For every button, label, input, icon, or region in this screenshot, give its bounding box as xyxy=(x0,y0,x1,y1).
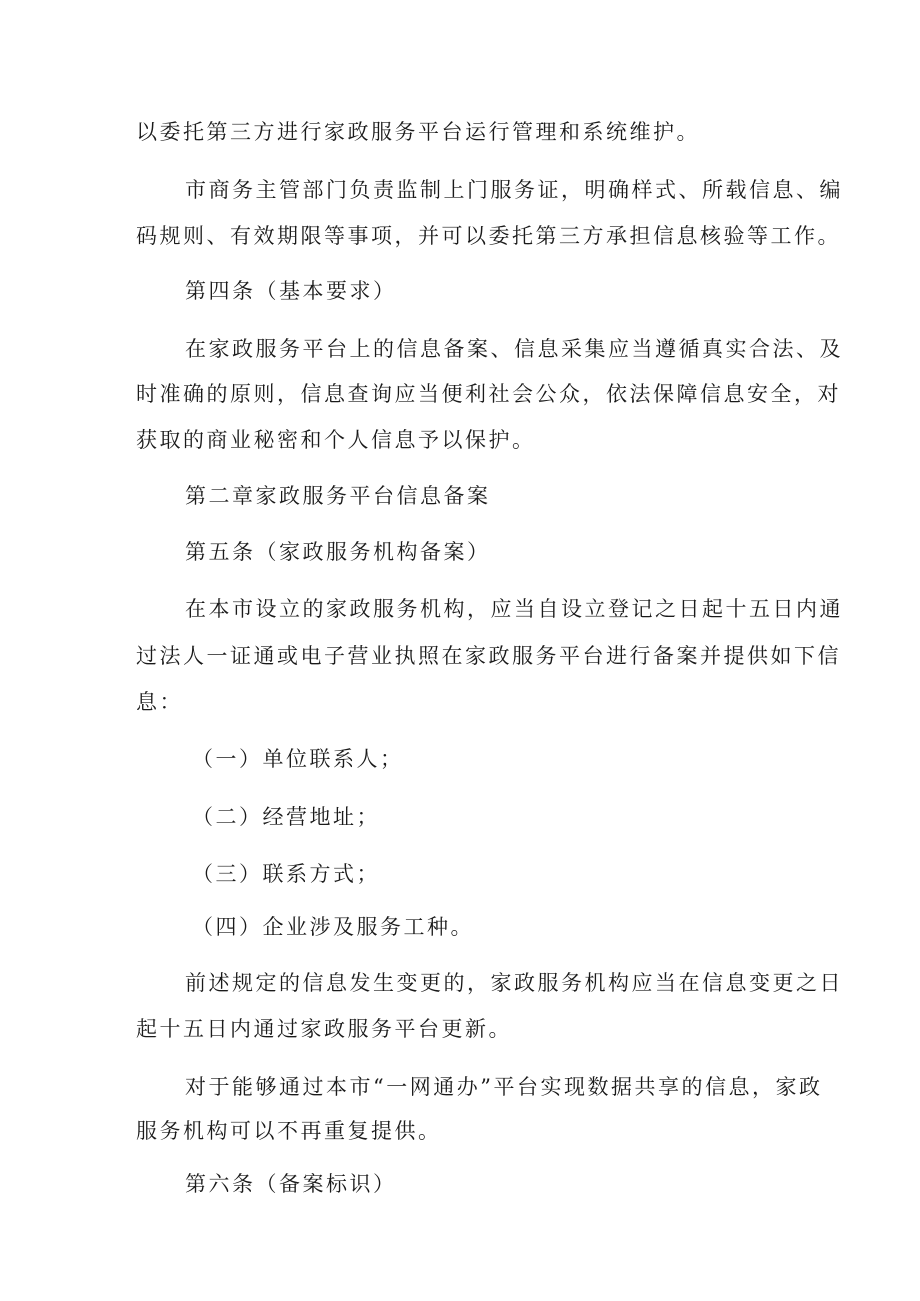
paragraph-line: 码规则、有效期限等事项，并可以委托第三方承担信息核验等工作。 xyxy=(136,224,841,248)
paragraph-line: 过法人一证通或电子营业执照在家政服务平台进行备案并提供如下信 xyxy=(136,644,841,668)
paragraph-line: 时准确的原则，信息查询应当便利社会公众，依法保障信息安全，对 xyxy=(136,382,841,406)
article-heading: 第五条（家政服务机构备案） xyxy=(185,540,491,564)
list-item: （四）企业涉及服务工种。 xyxy=(192,915,474,939)
list-item: （二）经营地址； xyxy=(192,805,380,829)
paragraph-line: 服务机构可以不再重复提供。 xyxy=(136,1119,442,1143)
article-heading: 第六条（备案标识） xyxy=(185,1172,397,1196)
paragraph-line: 起十五日内通过家政服务平台更新。 xyxy=(136,1017,512,1041)
list-item: （三）联系方式； xyxy=(192,862,380,886)
paragraph-line: 在本市设立的家政服务机构，应当自设立登记之日起十五日内通 xyxy=(185,597,843,621)
chapter-heading: 第二章家政服务平台信息备案 xyxy=(185,484,491,508)
paragraph-line: 息： xyxy=(136,690,183,714)
paragraph-line: 市商务主管部门负责监制上门服务证，明确样式、所载信息、编 xyxy=(185,178,843,202)
paragraph-line: 以委托第三方进行家政服务平台运行管理和系统维护。 xyxy=(136,120,700,144)
paragraph-line: 获取的商业秘密和个人信息予以保护。 xyxy=(136,428,536,452)
paragraph-line: 在家政服务平台上的信息备案、信息采集应当遵循真实合法、及 xyxy=(185,337,843,361)
list-item: （一）单位联系人； xyxy=(192,747,404,771)
paragraph-line: 前述规定的信息发生变更的，家政服务机构应当在信息变更之日 xyxy=(185,971,843,995)
paragraph-line: 对于能够通过本市“一网通办”平台实现数据共享的信息，家政 xyxy=(185,1075,823,1099)
article-heading: 第四条（基本要求） xyxy=(185,279,397,303)
